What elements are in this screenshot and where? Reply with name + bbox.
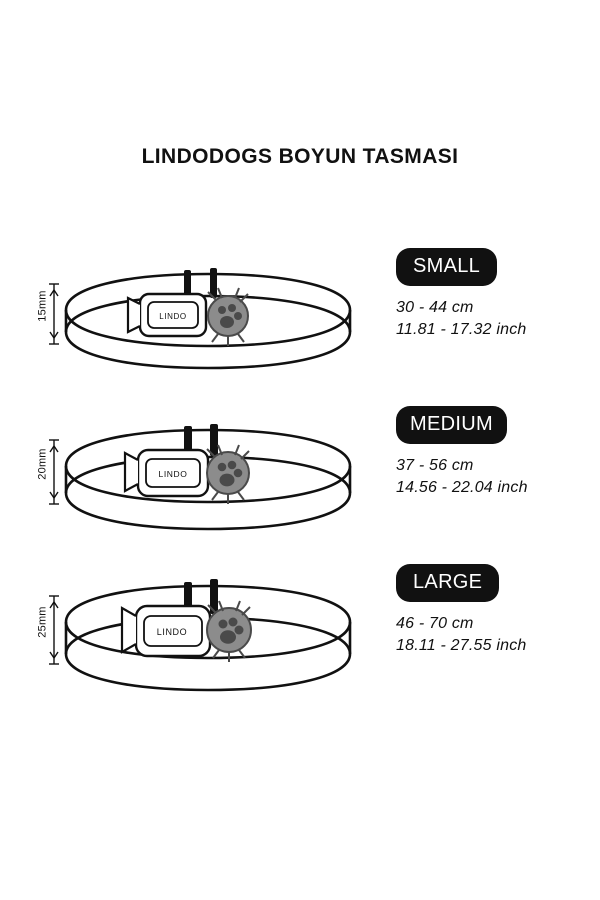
size-row xyxy=(0,564,600,714)
buckle-brand-text: LINDO xyxy=(156,627,188,637)
buckle-brand-text: LINDO xyxy=(158,469,188,479)
width-dimension-label xyxy=(34,274,52,338)
size-range-cm: 37 - 56 cm xyxy=(396,457,474,474)
dog-collar-icon xyxy=(32,406,384,556)
side-release-buckle-icon xyxy=(128,294,206,336)
width-dimension-label xyxy=(34,432,52,496)
collar-illustration-medium xyxy=(32,406,384,556)
size-range-cm: 46 - 70 cm xyxy=(396,615,474,632)
collar-illustration-large xyxy=(32,564,384,714)
dog-paw-charm-icon xyxy=(207,601,251,662)
width-dimension-text: 25mm xyxy=(37,606,49,638)
size-range-inch: 18.11 - 27.55 inch xyxy=(396,637,527,654)
size-range-inch: 14.56 - 22.04 inch xyxy=(396,479,528,496)
size-row xyxy=(0,248,600,398)
size-info-medium xyxy=(396,406,592,556)
side-release-buckle-icon xyxy=(125,450,208,496)
size-row xyxy=(0,406,600,556)
size-range-inch: 11.81 - 17.32 inch xyxy=(396,321,527,338)
size-info-small xyxy=(396,248,592,398)
width-dimension-label xyxy=(34,590,52,654)
status-badge: SMALL xyxy=(396,248,497,286)
buckle-brand-text: LINDO xyxy=(159,312,187,321)
dog-collar-icon xyxy=(32,248,384,398)
collar-illustration-small xyxy=(32,248,384,398)
size-info-large xyxy=(396,564,592,714)
width-dimension-text: 20mm xyxy=(37,448,49,480)
side-release-buckle-icon xyxy=(122,606,210,656)
dog-collar-icon xyxy=(32,564,384,714)
status-badge: LARGE xyxy=(396,564,499,602)
status-badge: MEDIUM xyxy=(396,406,507,444)
size-range-cm: 30 - 44 cm xyxy=(396,299,474,316)
width-dimension-text: 15mm xyxy=(37,290,49,322)
page-title: LINDODOGS BOYUN TASMASI xyxy=(141,145,459,168)
